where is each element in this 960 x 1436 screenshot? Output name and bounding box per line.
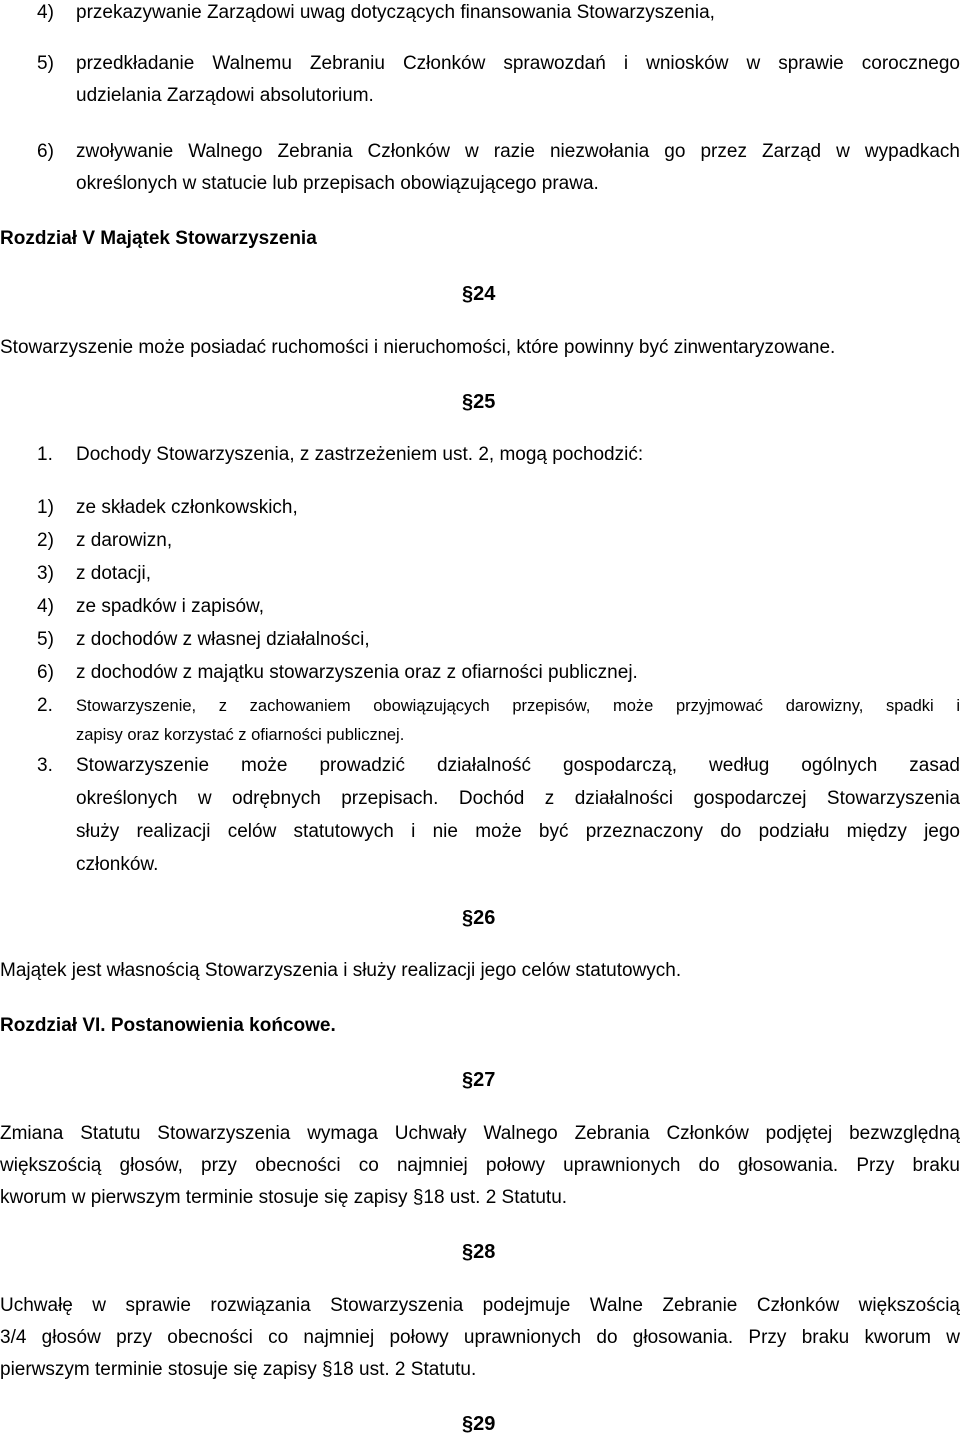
chapter-heading: Rozdział V Majątek Stowarzyszenia [0, 228, 317, 249]
section-number: §25 [462, 391, 496, 413]
paragraph-number: 1. [37, 444, 53, 465]
list-number: 2) [37, 530, 54, 551]
list-number: 6) [37, 141, 54, 162]
paragraph: Stowarzyszenie może prowadzić działalność gospodarczą, według ogólnych zasad [76, 755, 960, 776]
paragraph-continued: większością głosów, przy obecności co najmniej połowy uprawnionych do głosowania. Przy braku [0, 1155, 960, 1176]
list-item-text-continued: określonych w statucie lub przepisach obowiązującego prawa. [76, 173, 599, 194]
paragraph: Uchwałę w sprawie rozwiązania Stowarzyszenia podejmuje Walne Zebranie Członków większością [0, 1295, 960, 1316]
list-item-text: z dochodów z majątku stowarzyszenia oraz z ofiarności publicznej. [76, 662, 638, 683]
list-item-text-continued: udzielania Zarządowi absolutorium. [76, 85, 374, 106]
section-number: §29 [462, 1413, 496, 1435]
list-item-text: przedkładanie Walnemu Zebraniu Członków sprawozdań i wniosków w sprawie corocznego [76, 53, 960, 74]
paragraph-number: 3. [37, 755, 53, 776]
section-number: §28 [462, 1241, 496, 1263]
paragraph-continued: członków. [76, 854, 159, 875]
list-item-text: przekazywanie Zarządowi uwag dotyczących finansowania Stowarzyszenia, [76, 2, 715, 23]
list-item-text: z dochodów z własnej działalności, [76, 629, 370, 650]
list-number: 1) [37, 497, 54, 518]
section-number: §24 [462, 283, 496, 305]
list-item-text: z dotacji, [76, 563, 151, 584]
list-number: 5) [37, 629, 54, 650]
paragraph-continued: zapisy oraz korzystać z ofiarności publicznej. [76, 726, 405, 744]
paragraph: Majątek jest własnością Stowarzyszenia i służy realizacji jego celów statutowych. [0, 960, 682, 981]
section-number: §27 [462, 1069, 496, 1091]
list-item-text: ze składek członkowskich, [76, 497, 298, 518]
paragraph: Stowarzyszenie, z zachowaniem obowiązujących przepisów, może przyjmować darowizny, spadki i [76, 697, 960, 715]
paragraph: Stowarzyszenie może posiadać ruchomości i nieruchomości, które powinny być zinwentaryzowane. [0, 337, 836, 358]
list-number: 4) [37, 2, 54, 23]
paragraph-continued: określonych w odrębnych przepisach. Dochód z działalności gospodarczej Stowarzyszenia [76, 788, 960, 809]
paragraph-continued: kworum w pierwszym terminie stosuje się zapisy §18 ust. 2 Statutu. [0, 1187, 568, 1208]
paragraph-continued: służy realizacji celów statutowych i nie może być przeznaczony do podziału między jego [76, 821, 960, 842]
chapter-heading: Rozdział VI. Postanowienia końcowe. [0, 1015, 336, 1036]
section-number: §26 [462, 907, 496, 929]
list-number: 3) [37, 563, 54, 584]
list-item-text: ze spadków i zapisów, [76, 596, 264, 617]
list-number: 6) [37, 662, 54, 683]
list-item-text: z darowizn, [76, 530, 173, 551]
paragraph-continued: 3/4 głosów przy obecności co najmniej połowy uprawnionych do głosowania. Przy braku kworum w [0, 1327, 960, 1348]
paragraph-continued: pierwszym terminie stosuje się zapisy §18 ust. 2 Statutu. [0, 1359, 477, 1380]
list-number: 5) [37, 53, 54, 74]
list-number: 4) [37, 596, 54, 617]
paragraph: Zmiana Statutu Stowarzyszenia wymaga Uchwały Walnego Zebrania Członków podjętej bezwzględną [0, 1123, 960, 1144]
list-item-text: zwoływanie Walnego Zebrania Członków w razie niezwołania go przez Zarząd w wypadkach [76, 141, 960, 162]
paragraph: Dochody Stowarzyszenia, z zastrzeżeniem ust. 2, mogą pochodzić: [76, 444, 644, 465]
paragraph-number: 2. [37, 695, 53, 716]
